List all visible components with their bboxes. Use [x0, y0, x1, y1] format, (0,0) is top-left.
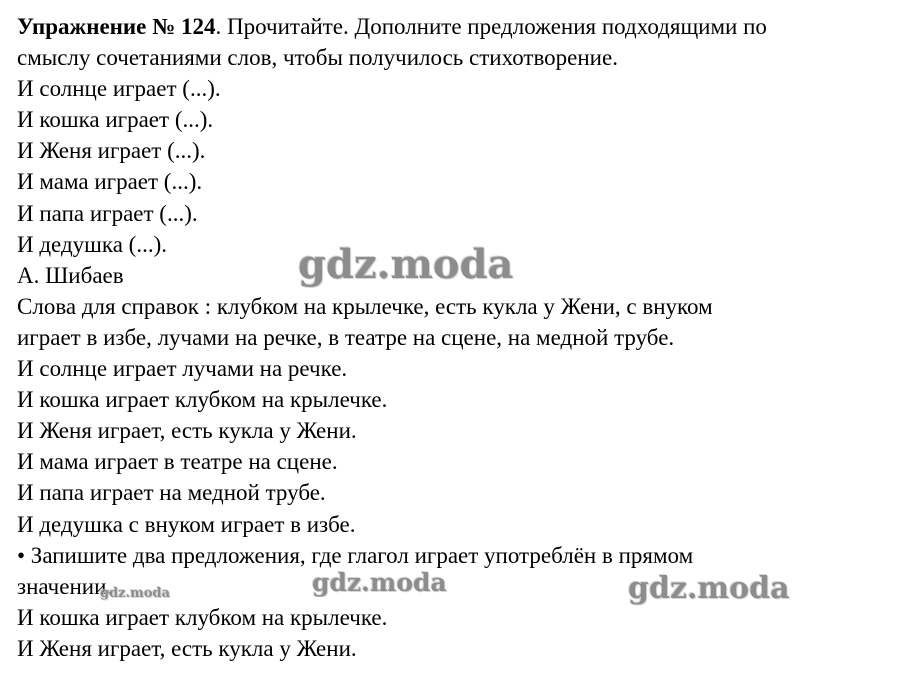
exercise-text: [17, 11, 895, 664]
answer-line: И мама играет в театре на сцене.: [17, 449, 338, 475]
task2-answer-line: И Женя играет, есть кукла у Жени.: [17, 635, 357, 661]
task2-line: значении.: [17, 573, 113, 599]
answer-line: И солнце играет лучами на речке.: [17, 356, 348, 382]
answer-line: И Женя играет, есть кукла у Жени.: [17, 418, 357, 444]
exercise-title: [17, 11, 895, 42]
poem-line: И кошка играет (...).: [17, 107, 214, 133]
answer-line: И кошка играет клубком на крылечке.: [17, 387, 388, 413]
reference-words-line: играет в избе, лучами на речке, в театре на сцене, на медной трубе.: [17, 324, 675, 350]
poem-line: И дедушка (...).: [17, 231, 167, 257]
watermark-middle: gdz.moda: [312, 568, 447, 597]
exercise-instruction: . Прочитайте. Дополните предложения подходящими по: [215, 14, 767, 39]
exercise-instruction-line2: смыслу сочетаниями слов, чтобы получилось стихотворение.: [17, 45, 618, 71]
watermark-right: gdz.moda: [628, 571, 790, 606]
poem-line: И мама играет (...).: [17, 169, 203, 195]
task2-line: • Запишите два предложения, где глагол играет употреблён в прямом: [17, 542, 694, 568]
watermark-small: gdz.moda: [100, 586, 171, 601]
reference-words-line: Слова для справок : клубком на крылечке, есть кукла у Жени, с внуком: [17, 293, 713, 319]
poem-line: И солнце играет (...).: [17, 76, 221, 102]
watermark-large: gdz.moda: [298, 241, 514, 288]
exercise-number: Упражнение № 124: [17, 14, 216, 39]
answer-line: И папа играет на медной трубе.: [17, 480, 326, 506]
answer-line: И дедушка с внуком играет в избе.: [17, 511, 356, 537]
poem-line: И папа играет (...).: [17, 200, 198, 226]
poem-line: И Женя играет (...).: [17, 138, 206, 164]
poem-author: А. Шибаев: [17, 262, 124, 288]
task2-answer-line: И кошка играет клубком на крылечке.: [17, 604, 388, 630]
